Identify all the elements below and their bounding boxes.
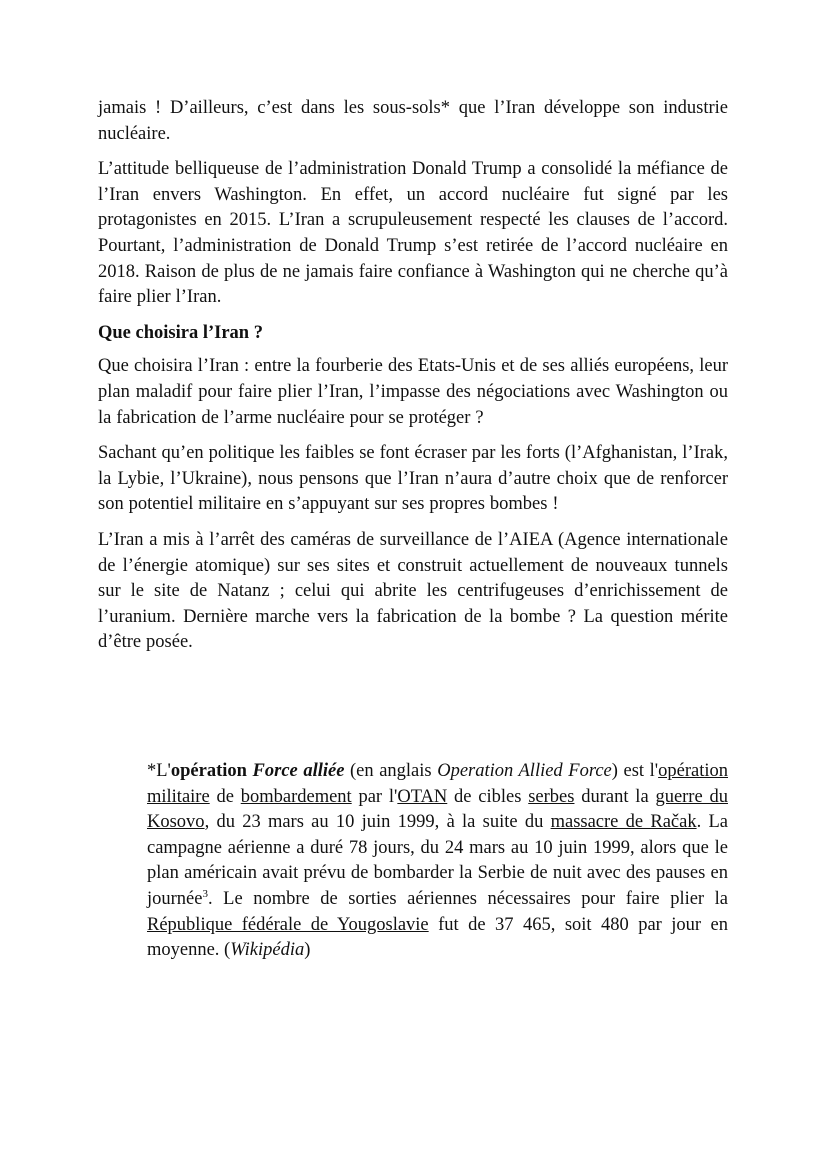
- footnote-text-run: ): [304, 940, 311, 961]
- section-heading: Que choisira l’Iran ?: [98, 322, 263, 343]
- reference-superscript: 3: [202, 887, 208, 900]
- footnote-text-run: . La campagne aérienne a duré 78 jours, du 24 mars au 10 juin 1999, alors que le plan américain avait prévu de bombarder la Serbie de nuit avec des pauses en journée: [147, 812, 728, 909]
- footnote-block: [147, 759, 728, 964]
- footnote-text-run: (en anglais: [344, 761, 438, 781]
- article-body: [98, 96, 728, 666]
- footnote-marker: *L': [147, 761, 171, 781]
- footnote-text: [147, 759, 728, 964]
- footnote-text-run: fut de 37 465, soit 480 par jour en moyenne. (: [147, 914, 728, 961]
- paragraph: Que choisira l’Iran : entre la fourberie des Etats-Unis et de ses alliés européens, leur plan maladif pour faire plier l’Iran, l’impasse des négociations avec Washington ou la fabrication de l’arme nucléaire pour se protéger ?: [98, 356, 728, 428]
- paragraph: jamais ! D’ailleurs, c’est dans les sous-sols* que l’Iran développe son industrie nucléaire.: [98, 98, 728, 144]
- link-serbes[interactable]: serbes: [528, 786, 575, 807]
- link-operation-militaire[interactable]: opération militaire: [147, 761, 728, 807]
- paragraph: Sachant qu’en politique les faibles se font écraser par les forts (l’Afghanistan, l’Irak, la Lybie, l’Ukraine), nous pensons que l’Iran n’aura d’autre choix que de renforcer son potentiel militaire en s’appuyant sur ses propres bombes !: [98, 443, 728, 515]
- footnote-text-run: par l': [351, 786, 398, 807]
- footnote-term-name: Force alliée: [252, 761, 345, 781]
- footnote-text-run: de: [209, 786, 241, 807]
- footnote-text-run: ) est l': [611, 761, 659, 781]
- paragraph: L’attitude belliqueuse de l’administration Donald Trump a consolidé la méfiance de l’Iran envers Washington. En effet, un accord nucléaire fut signé par les protagonistes en 2015. L’Iran a scrupuleusement respecté les clauses de l’accord. Pourtant, l’administration de Donald Trump s’est retirée de l’accord nucléaire en 2018. Raison de plus de ne jamais faire confiance à Washington qui ne cherche qu’à faire plier l’Iran.: [98, 159, 728, 308]
- footnote-text-run: durant la: [574, 786, 656, 807]
- source-name: Wikipédia: [230, 940, 305, 961]
- paragraph: L’Iran a mis à l’arrêt des caméras de surveillance de l’AIEA (Agence internationale de l’énergie atomique) sur ses sites et construit actuellement de nouveaux tunnels sur le site de Natanz ; celui qui abrite les centrifugeuses d’enrichissement de l’uranium. Dernière marche vers la fabrication de la bombe ? La question mérite d’être posée.: [98, 529, 728, 653]
- link-guerre-du-kosovo[interactable]: guerre du Kosovo: [147, 786, 728, 833]
- footnote-term: opération: [170, 761, 253, 781]
- footnote-text-run: . Le nombre de sorties aériennes nécessaires pour faire plier la: [207, 888, 728, 909]
- footnote-english-name: Operation Allied Force: [437, 761, 612, 781]
- footnote-text-run: , du 23 mars au 10 juin 1999, à la suite du: [204, 812, 551, 833]
- link-massacre-de-racak[interactable]: massacre de Račak: [550, 812, 697, 833]
- link-bombardement[interactable]: bombardement: [240, 786, 352, 807]
- link-otan[interactable]: OTAN: [397, 786, 448, 807]
- footnote-text-run: de cibles: [447, 786, 529, 807]
- link-republique-federale-de-yougoslavie[interactable]: République fédérale de Yougoslavie: [147, 914, 429, 935]
